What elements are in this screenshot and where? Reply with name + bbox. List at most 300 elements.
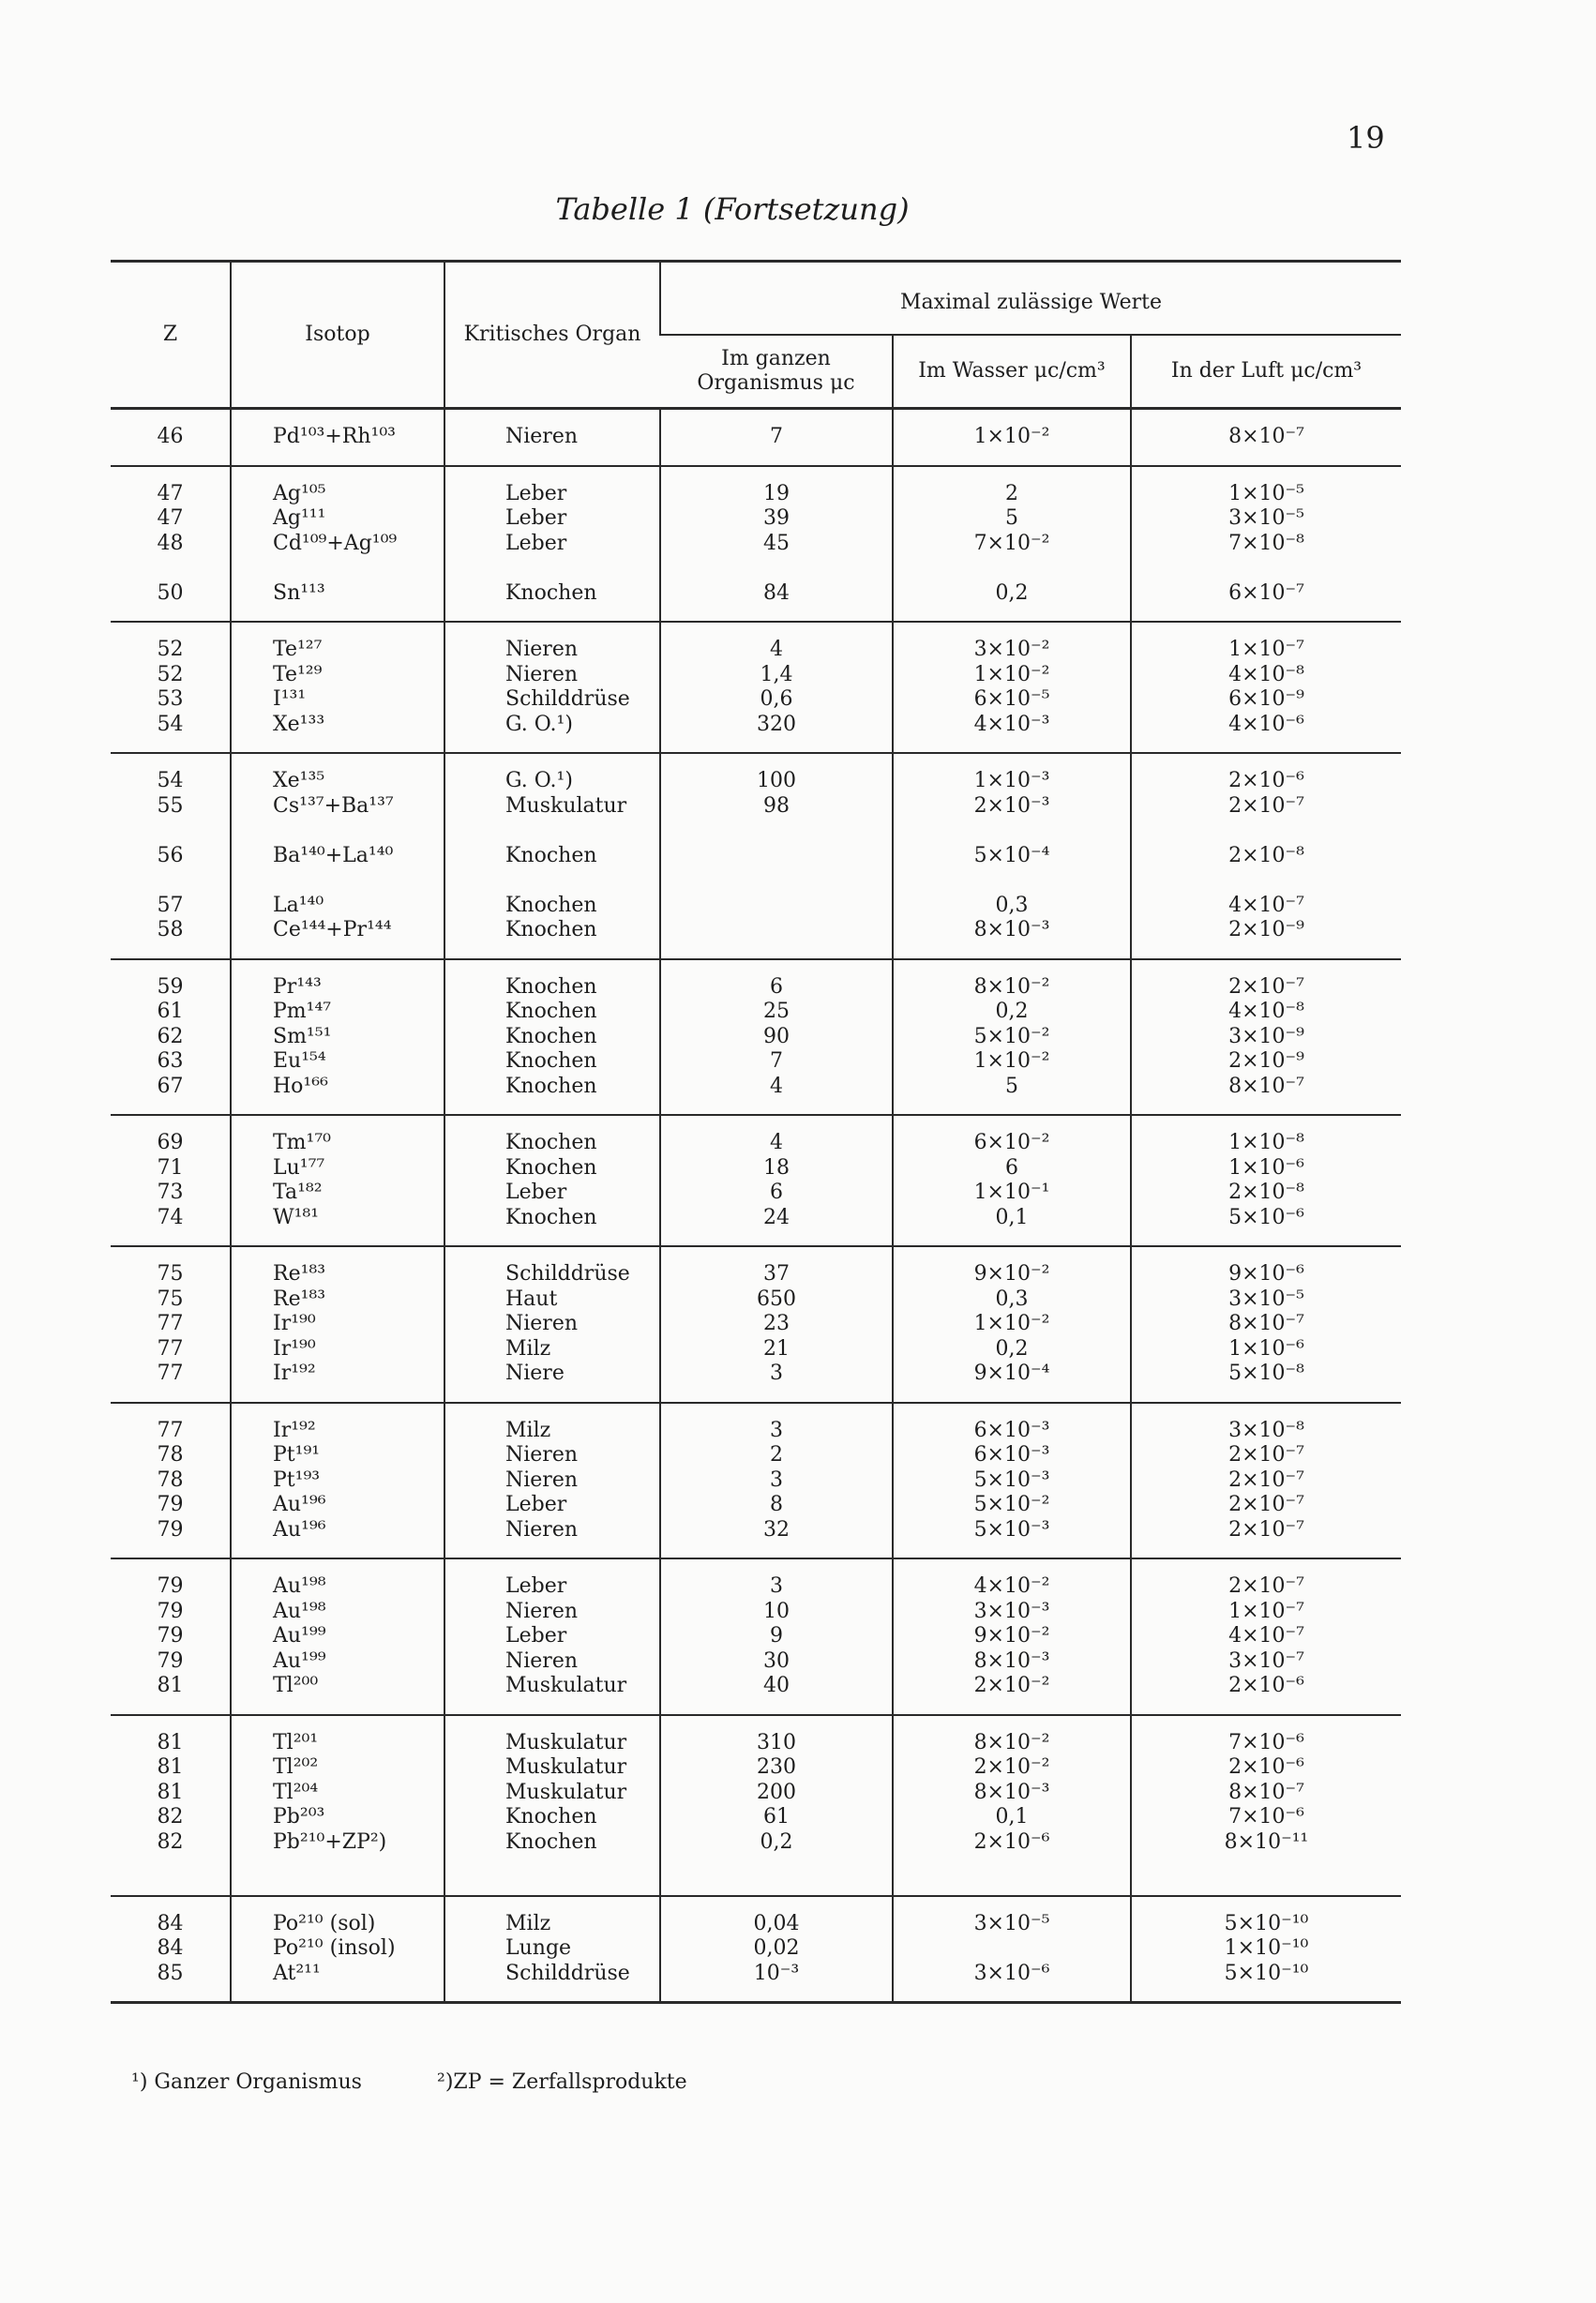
cell-line-ganz: 9	[770, 1624, 783, 1648]
cell-line-iso: Ho¹⁶⁶	[273, 1074, 328, 1098]
cell-wasser	[893, 1715, 1131, 1896]
cell-line-luft: 2×10⁻⁷	[1228, 1443, 1304, 1467]
cell-line-organ: Nieren	[505, 1599, 579, 1623]
cell-line-z: 77	[157, 1362, 184, 1385]
cell-line-ganz: 84	[763, 580, 790, 605]
cell-line-organ: Haut	[505, 1287, 558, 1311]
cell-line-z: 52	[157, 662, 184, 686]
cell-line-iso: Po²¹⁰ (sol)	[273, 1911, 376, 1935]
cell-line-z: 82	[157, 1805, 184, 1829]
cell-line-iso: W¹⁸¹	[273, 1205, 320, 1229]
header-maximal-werte: Maximal zulässige Werte	[660, 262, 1401, 336]
cell-line-iso: Ba¹⁴⁰+La¹⁴⁰	[273, 843, 394, 867]
cell-line-organ: Knochen	[505, 580, 597, 605]
cell-line-iso: Sm¹⁵¹	[273, 1024, 332, 1048]
cell-line-luft: 5×10⁻¹⁰	[1224, 1961, 1309, 1985]
row-gap	[273, 819, 430, 844]
cell-line-wasser: 5	[1005, 506, 1018, 530]
cell-line-ganz: 40	[763, 1674, 790, 1697]
cell-line-organ: Knochen	[505, 1829, 597, 1854]
cell-line-ganz: 650	[757, 1287, 796, 1311]
cell-line-z: 73	[157, 1181, 184, 1204]
row-gap	[505, 868, 646, 894]
cell-z	[111, 1715, 231, 1896]
cell-organ	[444, 1558, 660, 1715]
cell-line-iso: Pt¹⁹¹	[273, 1443, 321, 1467]
cell-line-z: 77	[157, 1336, 184, 1361]
cell-line-organ: Knochen	[505, 918, 597, 941]
cell-line-luft: 5×10⁻¹⁰	[1224, 1911, 1309, 1935]
cell-line-organ: Schilddrüse	[505, 687, 630, 711]
cell-wasser	[893, 409, 1131, 466]
cell-wasser	[893, 466, 1131, 623]
cell-line-organ: Knochen	[505, 893, 597, 917]
cell-line-wasser: 5	[1005, 1074, 1018, 1098]
row-gap	[674, 868, 879, 894]
cell-ganz	[660, 1715, 893, 1896]
row-gap	[124, 819, 217, 844]
cell-wasser	[893, 1115, 1131, 1246]
header-im-ganzen-organismus: Im ganzen Organismus μc	[660, 335, 893, 409]
cell-line-ganz	[674, 844, 879, 869]
cell-line-iso: Tl²⁰²	[273, 1755, 319, 1779]
cell-line-luft: 2×10⁻⁶	[1228, 769, 1304, 792]
cell-z	[111, 409, 231, 466]
cell-line-ganz: 25	[763, 1000, 790, 1023]
cell-line-z: 75	[157, 1262, 184, 1286]
cell-organ	[444, 622, 660, 753]
table-row-group	[111, 1558, 1401, 1715]
cell-line-z: 71	[157, 1155, 184, 1180]
cell-line-wasser: 2×10⁻³	[973, 793, 1050, 818]
cell-line-luft: 4×10⁻⁷	[1228, 893, 1304, 917]
cell-line-luft: 2×10⁻⁷	[1228, 1517, 1304, 1542]
cell-luft	[1131, 409, 1401, 466]
cell-line-organ: Niere	[505, 1362, 565, 1385]
cell-line-z: 81	[157, 1674, 184, 1697]
table-row-group	[111, 959, 1401, 1116]
cell-line-wasser: 9×10⁻²	[973, 1624, 1050, 1648]
cell-line-luft: 2×10⁻⁷	[1228, 793, 1304, 818]
cell-line-ganz: 310	[757, 1730, 796, 1754]
cell-line-z: 63	[157, 1049, 184, 1073]
row-gap	[273, 1855, 430, 1880]
cell-line-wasser: 8×10⁻³	[973, 1648, 1050, 1673]
cell-organ	[444, 1715, 660, 1896]
row-gap	[124, 556, 217, 581]
cell-line-ganz: 30	[763, 1648, 790, 1673]
cell-line-iso: Re¹⁸³	[273, 1287, 326, 1311]
cell-line-organ: Nieren	[505, 425, 579, 448]
cell-line-organ: Milz	[505, 1418, 551, 1442]
cell-line-luft: 3×10⁻⁹	[1228, 1024, 1304, 1048]
cell-line-iso: Pb²¹⁰+ZP²)	[273, 1829, 387, 1854]
table-row-group	[111, 466, 1401, 623]
cell-line-z: 47	[157, 506, 184, 530]
cell-line-luft: 7×10⁻⁶	[1228, 1730, 1304, 1754]
table-row-group	[111, 753, 1401, 959]
cell-line-ganz: 61	[763, 1805, 790, 1829]
cell-wasser	[893, 753, 1131, 959]
page-number: 19	[1347, 120, 1385, 156]
cell-line-organ: Knochen	[505, 1000, 597, 1023]
cell-line-ganz: 21	[763, 1336, 790, 1361]
cell-line-iso: Po²¹⁰ (insol)	[273, 1936, 396, 1960]
cell-line-ganz: 6	[770, 974, 783, 999]
table-row-group	[111, 1715, 1401, 1896]
cell-line-z: 61	[157, 1000, 184, 1023]
cell-line-wasser: 4×10⁻²	[973, 1574, 1050, 1598]
cell-line-luft: 2×10⁻⁶	[1228, 1674, 1304, 1697]
cell-line-z: 54	[157, 769, 184, 792]
cell-luft	[1131, 1715, 1401, 1896]
cell-line-wasser: 1×10⁻¹	[973, 1181, 1050, 1204]
cell-line-iso: Au¹⁹⁹	[273, 1648, 326, 1673]
cell-line-iso: Pd¹⁰³+Rh¹⁰³	[273, 425, 396, 448]
cell-line-wasser: 6×10⁻³	[973, 1443, 1050, 1467]
cell-line-iso: At²¹¹	[273, 1961, 321, 1985]
header-z: Z	[111, 262, 231, 409]
cell-line-iso: Te¹²⁹	[273, 662, 323, 686]
cell-organ	[444, 1896, 660, 2003]
cell-line-iso: Tl²⁰¹	[273, 1730, 319, 1754]
cell-line-wasser: 4×10⁻³	[973, 712, 1050, 736]
cell-iso	[231, 466, 444, 623]
cell-organ	[444, 466, 660, 623]
cell-line-luft: 6×10⁻⁷	[1228, 580, 1304, 605]
cell-line-wasser: 5×10⁻⁴	[973, 843, 1050, 867]
cell-line-ganz: 3	[770, 1574, 783, 1598]
cell-line-wasser: 3×10⁻⁵	[973, 1911, 1050, 1935]
cell-line-organ: Leber	[505, 1574, 567, 1598]
cell-line-luft: 8×10⁻¹¹	[1224, 1829, 1309, 1854]
cell-luft	[1131, 622, 1401, 753]
cell-line-wasser	[907, 1936, 1117, 1962]
cell-line-ganz: 7	[770, 1049, 783, 1073]
cell-line-z: 79	[157, 1599, 184, 1623]
row-gap	[907, 556, 1117, 581]
cell-line-wasser: 8×10⁻³	[973, 1780, 1050, 1804]
cell-line-organ: Milz	[505, 1911, 551, 1935]
cell-line-iso: Xe¹³³	[273, 712, 325, 736]
cell-line-organ: G. O.¹)	[505, 712, 573, 736]
cell-line-z: 78	[157, 1468, 184, 1492]
cell-line-wasser: 1×10⁻²	[973, 662, 1050, 686]
cell-line-z: 81	[157, 1730, 184, 1754]
cell-line-ganz: 98	[763, 793, 790, 818]
cell-line-ganz: 4	[770, 638, 783, 661]
cell-line-wasser: 2×10⁻²	[973, 1674, 1050, 1697]
cell-line-ganz: 7	[770, 425, 783, 448]
cell-z	[111, 1246, 231, 1403]
row-gap	[505, 819, 646, 844]
cell-line-iso: Ag¹¹¹	[273, 506, 326, 530]
table-row-group	[111, 409, 1401, 466]
cell-iso	[231, 959, 444, 1116]
cell-line-luft: 2×10⁻⁹	[1228, 918, 1304, 941]
row-gap	[505, 556, 646, 581]
table-row-group	[111, 1115, 1401, 1246]
cell-line-wasser: 0,2	[995, 1000, 1029, 1023]
cell-line-iso: Lu¹⁷⁷	[273, 1155, 325, 1180]
cell-line-luft: 3×10⁻⁸	[1228, 1418, 1304, 1442]
cell-ganz	[660, 409, 893, 466]
cell-line-iso: Pt¹⁹³	[273, 1468, 321, 1492]
cell-line-ganz: 32	[763, 1517, 790, 1542]
cell-luft	[1131, 1246, 1401, 1403]
cell-ganz	[660, 1896, 893, 2003]
cell-line-ganz: 19	[763, 481, 790, 505]
cell-ganz	[660, 1558, 893, 1715]
cell-luft	[1131, 1558, 1401, 1715]
cell-line-z: 79	[157, 1574, 184, 1598]
cell-line-organ: Schilddrüse	[505, 1961, 630, 1985]
cell-line-luft: 2×10⁻⁹	[1228, 1049, 1304, 1073]
cell-line-organ: Nieren	[505, 1312, 579, 1335]
cell-line-ganz: 230	[757, 1755, 796, 1779]
cell-line-wasser: 6×10⁻³	[973, 1418, 1050, 1442]
cell-line-organ: Leber	[505, 481, 567, 505]
header-isotop: Isotop	[231, 262, 444, 409]
cell-wasser	[893, 1403, 1131, 1559]
table-body	[111, 409, 1401, 2003]
cell-wasser	[893, 1558, 1131, 1715]
cell-line-organ: Leber	[505, 1493, 567, 1516]
row-gap	[1145, 868, 1388, 894]
cell-organ	[444, 1403, 660, 1559]
cell-line-wasser: 0,1	[995, 1205, 1029, 1229]
cell-line-z: 84	[157, 1936, 184, 1960]
row-gap	[1145, 1855, 1388, 1880]
cell-line-iso: Tl²⁰⁰	[273, 1674, 319, 1697]
cell-line-organ: Muskulatur	[505, 1780, 627, 1804]
cell-line-organ: Nieren	[505, 1443, 579, 1467]
cell-line-organ: Knochen	[505, 1205, 597, 1229]
cell-line-wasser: 8×10⁻²	[973, 974, 1050, 999]
cell-line-ganz: 10	[763, 1599, 790, 1623]
cell-line-wasser: 2×10⁻²	[973, 1755, 1050, 1779]
cell-line-ganz: 3	[770, 1468, 783, 1492]
cell-line-luft: 9×10⁻⁶	[1228, 1262, 1304, 1286]
cell-line-wasser: 6×10⁻⁵	[973, 687, 1050, 711]
cell-luft	[1131, 959, 1401, 1116]
cell-line-ganz	[674, 894, 879, 919]
row-gap	[907, 1855, 1117, 1880]
cell-z	[111, 1403, 231, 1559]
cell-line-luft: 7×10⁻⁶	[1228, 1805, 1304, 1829]
cell-z	[111, 622, 231, 753]
cell-iso	[231, 1115, 444, 1246]
row-gap	[674, 1855, 879, 1880]
cell-wasser	[893, 959, 1131, 1116]
cell-line-organ: Nieren	[505, 638, 579, 661]
cell-line-organ: Lunge	[505, 1936, 572, 1960]
row-gap	[674, 556, 879, 581]
table-row-group	[111, 622, 1401, 753]
cell-line-organ: Knochen	[505, 1024, 597, 1048]
cell-iso	[231, 622, 444, 753]
cell-line-wasser: 2×10⁻⁶	[973, 1829, 1050, 1854]
cell-line-wasser: 3×10⁻⁶	[973, 1961, 1050, 1985]
cell-line-organ: Nieren	[505, 1517, 579, 1542]
cell-line-luft: 8×10⁻⁷	[1228, 1780, 1304, 1804]
cell-line-ganz: 10⁻³	[753, 1961, 800, 1985]
cell-luft	[1131, 1896, 1401, 2003]
cell-line-iso: Au¹⁹⁸	[273, 1574, 326, 1598]
cell-line-organ: Nieren	[505, 1648, 579, 1673]
cell-line-iso: Ta¹⁸²	[273, 1181, 323, 1204]
cell-ganz	[660, 959, 893, 1116]
cell-line-wasser: 0,2	[995, 580, 1029, 605]
cell-line-wasser: 5×10⁻²	[973, 1493, 1050, 1516]
cell-iso	[231, 753, 444, 959]
cell-line-iso: Au¹⁹⁶	[273, 1517, 326, 1542]
cell-line-wasser: 0,1	[995, 1805, 1029, 1829]
cell-line-luft: 2×10⁻⁷	[1228, 974, 1304, 999]
cell-line-luft: 2×10⁻⁸	[1228, 843, 1304, 867]
cell-line-z: 74	[157, 1205, 184, 1229]
cell-iso	[231, 409, 444, 466]
table-row-group	[111, 1246, 1401, 1403]
cell-line-organ: Knochen	[505, 1155, 597, 1180]
cell-line-z: 75	[157, 1287, 184, 1311]
cell-line-organ: G. O.¹)	[505, 769, 573, 792]
cell-line-luft: 4×10⁻⁸	[1228, 662, 1304, 686]
cell-line-z: 77	[157, 1418, 184, 1442]
cell-line-luft: 2×10⁻⁷	[1228, 1493, 1304, 1516]
row-gap	[273, 556, 430, 581]
cell-line-ganz: 2	[770, 1443, 783, 1467]
cell-line-wasser: 6×10⁻²	[973, 1131, 1050, 1154]
row-gap	[907, 868, 1117, 894]
cell-line-organ: Knochen	[505, 1074, 597, 1098]
cell-luft	[1131, 753, 1401, 959]
cell-line-iso: Xe¹³⁵	[273, 769, 325, 792]
cell-line-z: 50	[157, 580, 184, 605]
cell-line-ganz: 0,02	[753, 1936, 800, 1960]
cell-line-luft: 1×10⁻⁷	[1228, 638, 1304, 661]
cell-line-z: 62	[157, 1024, 184, 1048]
cell-line-organ: Leber	[505, 1181, 567, 1204]
row-gap	[674, 819, 879, 844]
cell-line-ganz	[674, 918, 879, 943]
cell-ganz	[660, 466, 893, 623]
cell-line-iso: Au¹⁹⁶	[273, 1493, 326, 1516]
cell-line-luft: 2×10⁻⁷	[1228, 1574, 1304, 1598]
cell-line-ganz: 4	[770, 1074, 783, 1098]
isotope-table	[111, 260, 1401, 2004]
cell-line-organ: Leber	[505, 1624, 567, 1648]
cell-line-iso: Pr¹⁴³	[273, 974, 322, 999]
cell-line-luft: 5×10⁻⁶	[1228, 1205, 1304, 1229]
cell-z	[111, 1896, 231, 2003]
cell-line-luft: 3×10⁻⁷	[1228, 1648, 1304, 1673]
cell-line-z: 48	[157, 531, 184, 555]
cell-line-z: 82	[157, 1829, 184, 1854]
cell-line-wasser: 8×10⁻³	[973, 918, 1050, 941]
cell-line-wasser: 9×10⁻⁴	[973, 1362, 1050, 1385]
cell-line-z: 79	[157, 1517, 184, 1542]
cell-line-z: 78	[157, 1443, 184, 1467]
cell-line-wasser: 7×10⁻²	[973, 531, 1050, 555]
cell-line-z: 57	[157, 893, 184, 917]
cell-line-luft: 4×10⁻⁷	[1228, 1624, 1304, 1648]
cell-line-iso: I¹³¹	[273, 687, 307, 711]
cell-iso	[231, 1403, 444, 1559]
row-gap	[124, 868, 217, 894]
cell-iso	[231, 1715, 444, 1896]
cell-line-ganz: 3	[770, 1362, 783, 1385]
cell-line-z: 79	[157, 1493, 184, 1516]
cell-line-ganz: 8	[770, 1493, 783, 1516]
cell-z	[111, 959, 231, 1116]
cell-iso	[231, 1896, 444, 2003]
cell-line-ganz: 39	[763, 506, 790, 530]
cell-line-organ: Schilddrüse	[505, 1262, 630, 1286]
cell-line-iso: Te¹²⁷	[273, 638, 323, 661]
row-gap	[1145, 819, 1388, 844]
cell-line-z: 69	[157, 1131, 184, 1154]
cell-line-wasser: 8×10⁻²	[973, 1730, 1050, 1754]
row-gap	[273, 868, 430, 894]
cell-line-organ: Leber	[505, 531, 567, 555]
cell-line-wasser: 5×10⁻³	[973, 1517, 1050, 1542]
cell-line-iso: Tl²⁰⁴	[273, 1780, 319, 1804]
cell-line-ganz: 90	[763, 1024, 790, 1048]
cell-line-organ: Muskulatur	[505, 793, 627, 818]
cell-line-wasser: 0,2	[995, 1336, 1029, 1361]
cell-line-luft: 2×10⁻⁶	[1228, 1755, 1304, 1779]
cell-line-iso: Ir¹⁹²	[273, 1418, 316, 1442]
cell-line-ganz: 0,6	[760, 687, 793, 711]
cell-organ	[444, 753, 660, 959]
cell-luft	[1131, 1403, 1401, 1559]
cell-line-luft: 4×10⁻⁶	[1228, 712, 1304, 736]
cell-line-luft: 1×10⁻⁷	[1228, 1599, 1304, 1623]
cell-line-ganz: 45	[763, 531, 790, 555]
cell-line-organ: Knochen	[505, 843, 597, 867]
cell-line-iso: Tm¹⁷⁰	[273, 1131, 331, 1154]
cell-z	[111, 1558, 231, 1715]
cell-line-wasser: 0,3	[995, 1287, 1029, 1311]
row-gap	[1145, 556, 1388, 581]
cell-line-luft: 8×10⁻⁷	[1228, 1312, 1304, 1335]
cell-line-luft: 6×10⁻⁹	[1228, 687, 1304, 711]
cell-line-iso: Ir¹⁹²	[273, 1362, 316, 1385]
cell-line-ganz: 18	[763, 1155, 790, 1180]
cell-line-luft: 1×10⁻⁵	[1228, 481, 1304, 505]
cell-line-organ: Knochen	[505, 974, 597, 999]
cell-line-luft: 1×10⁻⁶	[1228, 1155, 1304, 1180]
cell-line-luft: 8×10⁻⁷	[1228, 1074, 1304, 1098]
cell-line-ganz: 6	[770, 1181, 783, 1204]
cell-iso	[231, 1246, 444, 1403]
cell-line-wasser: 5×10⁻²	[973, 1024, 1050, 1048]
cell-line-ganz: 4	[770, 1131, 783, 1154]
cell-line-z: 85	[157, 1961, 184, 1985]
cell-z	[111, 753, 231, 959]
cell-line-iso: Cd¹⁰⁹+Ag¹⁰⁹	[273, 531, 398, 555]
cell-line-organ: Leber	[505, 506, 567, 530]
cell-line-luft: 8×10⁻⁷	[1228, 425, 1304, 448]
table-title: Tabelle 1 (Fortsetzung)	[555, 191, 910, 227]
cell-line-iso: Au¹⁹⁸	[273, 1599, 326, 1623]
cell-line-ganz: 3	[770, 1418, 783, 1442]
cell-line-ganz: 1,4	[760, 662, 793, 686]
footnote-2: ²)ZP = Zerfallsprodukte	[437, 2070, 687, 2094]
cell-line-luft: 3×10⁻⁵	[1228, 1287, 1304, 1311]
cell-line-wasser: 1×10⁻³	[973, 769, 1050, 792]
